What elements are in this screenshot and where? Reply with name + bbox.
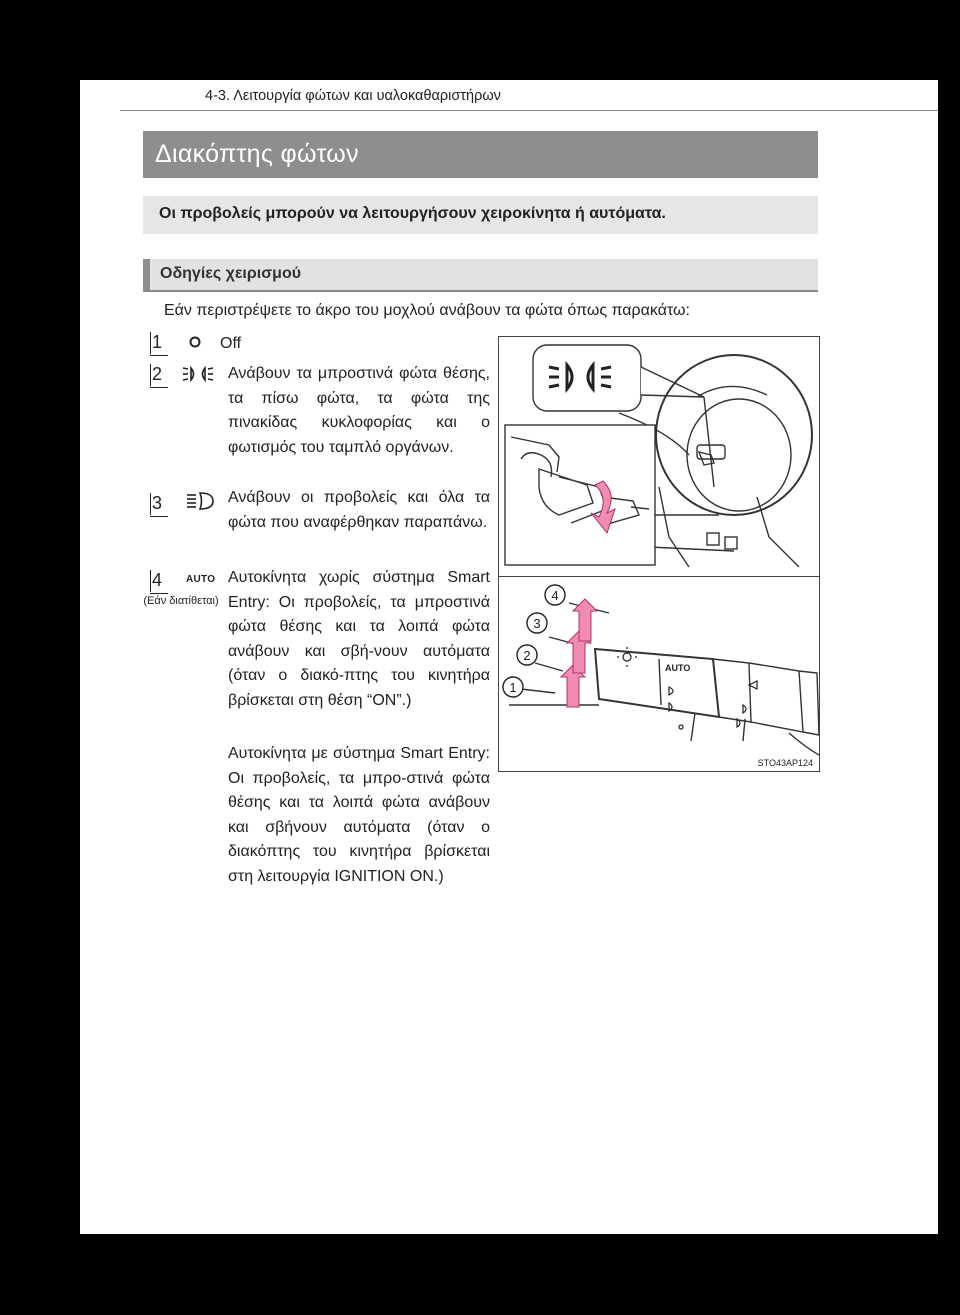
manual-page <box>80 80 938 1234</box>
callout-4-label: 4 <box>551 588 559 603</box>
item-text-1: Off <box>220 335 242 352</box>
item-text-3: Ανάβουν οι προβολείς και όλα τα φώτα που αναφέρθηκαν παραπάνω. <box>228 489 490 531</box>
section-title-bar <box>143 131 818 178</box>
intro-text: Οι προβολείς μπορούν να λειτουργήσουν χειροκίνητα ή αυτόματα. <box>159 205 666 222</box>
item-text-2: Ανάβουν τα μπροστινά φώτα θέσης, τα πίσω φώτα, τα φώτα της πινακίδας κυκλοφορίας και ο φωτισμός του ταμπλό οργάνων. <box>228 365 490 456</box>
item-text-4b: Αυτοκίνητα με σύστημα Smart Entry: Οι προβολείς, τα μπρο-στινά φώτα θέσης και τα λοιπά φώτα ανάβουν και σβήνουν αυτόματα (όταν ο διακόπτης του κινητήρα βρίσκεται στη λειτουργία IGNITION ON.) <box>228 745 490 885</box>
header-rule <box>120 110 938 111</box>
figure-divider <box>499 576 819 577</box>
item-number-2: 2 <box>152 364 162 385</box>
callout-3-label: 3 <box>533 616 541 631</box>
illustration-frame <box>498 336 820 772</box>
item-number-1: 1 <box>152 332 162 353</box>
subsection-title: Οδηγίες χειρισμού <box>160 265 302 282</box>
availability-note: (Εάν διατίθεται) <box>143 595 219 607</box>
subsection-accent-bar <box>143 259 150 290</box>
auto-icon: AUTO <box>186 574 216 585</box>
figure-code: STO43AP124 <box>757 758 813 768</box>
headlight-icon <box>186 491 214 511</box>
callout-1-label: 1 <box>509 680 517 695</box>
subsection-heading <box>143 259 818 292</box>
item-number-4: 4 <box>152 570 162 591</box>
running-head: 4-3. Λειτουργία φώτων και υαλοκαθαριστήρων <box>205 88 501 104</box>
off-icon <box>188 335 202 349</box>
lead-text: Εάν περιστρέψετε το άκρο του μοχλού ανάβουν τα φώτα όπως παρακάτω: <box>164 302 690 319</box>
intro-box <box>143 196 818 234</box>
position-lights-icon <box>182 365 214 383</box>
dashboard-illustration <box>499 337 819 771</box>
item-number-3: 3 <box>152 493 162 514</box>
item-text-4: Αυτοκίνητα χωρίς σύστημα Smart Entry: Οι προβολείς, τα μπροστινά φώτα θέσης και τα λοιπά φώτα ανάβουν και σβή-νουν αυτόματα (όταν ο διακό-πτης του κινητήρα βρίσκεται στη θέση “ON”.) <box>228 569 490 709</box>
section-title: Διακόπτης φώτων <box>155 140 359 168</box>
callout-2-label: 2 <box>523 648 531 663</box>
switch-auto-label: AUTO <box>665 663 691 673</box>
